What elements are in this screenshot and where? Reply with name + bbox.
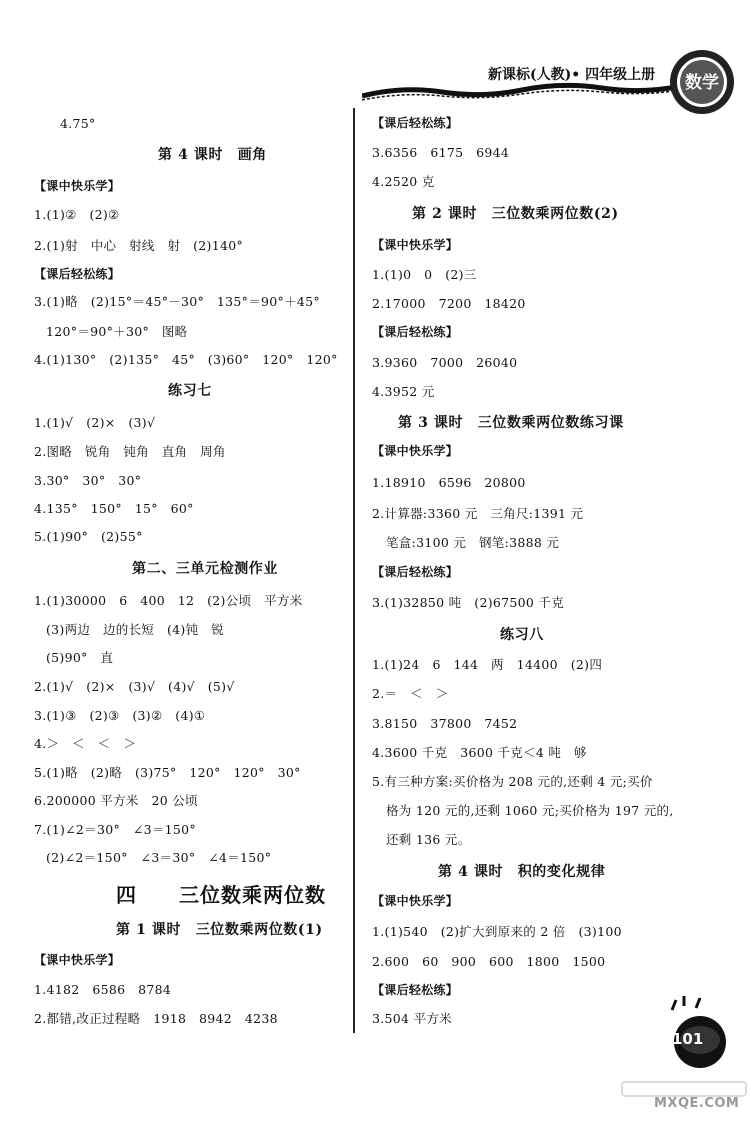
section-heading: 练习七 [168, 383, 212, 399]
section-heading: 第 3 课时 三位数乘两位数练习课 [398, 415, 624, 431]
answer-line: 4.3952 元 [372, 384, 435, 399]
answer-line: 120°＝90°＋30° 图略 [46, 324, 188, 339]
chapter-heading: 四 三位数乘两位数 [116, 883, 326, 907]
section-heading: 第二、三单元检测作业 [132, 561, 278, 577]
answer-line: 2.(1)√ (2)× (3)√ (4)√ (5)√ [34, 679, 235, 694]
answer-line: 1.18910 6596 20800 [372, 475, 526, 490]
answer-line: 4.＞ ＜ ＜ ＞ [34, 736, 137, 751]
answer-line: 4.(1)130° (2)135° 45° (3)60° 120° 120° [34, 352, 338, 367]
section-heading: 第 2 课时 三位数乘两位数(2) [412, 206, 619, 222]
answer-line: 3.(1)略 (2)15°＝45°－30° 135°＝90°＋45° [34, 294, 320, 309]
answer-line: 1.(1)√ (2)× (3)√ [34, 415, 156, 430]
section-heading: 练习八 [500, 627, 544, 643]
answer-line: 1.(1)0 0 (2)三 [372, 267, 477, 282]
section-tag: 【课中快乐学】 [372, 444, 459, 458]
answer-line: 4.3600 千克 3600 千克＜4 吨 够 [372, 745, 587, 760]
column-divider [353, 108, 355, 1033]
answer-line: 1.(1)② (2)② [34, 207, 120, 222]
answer-line: 笔盒:3100 元 钢笔:3888 元 [386, 535, 560, 550]
answer-line: 1.4182 6586 8784 [34, 982, 172, 997]
answer-line: 3.504 平方米 [372, 1011, 452, 1026]
page-header [0, 0, 750, 110]
answer-line: 4.75° [60, 116, 96, 131]
answer-line: 7.(1)∠2＝30° ∠3＝150° [34, 822, 196, 837]
answer-line: 5.有三种方案:买价格为 208 元的,还剩 4 元;买价 [372, 774, 653, 789]
watermark-text: MXQE.COM [654, 1096, 740, 1111]
page-number: 101 [672, 1030, 704, 1048]
section-tag: 【课后轻松练】 [34, 267, 121, 281]
answer-line: 格为 120 元的,还剩 1060 元;买价格为 197 元的, [386, 803, 674, 818]
answer-line: 2.图略 锐角 钝角 直角 周角 [34, 444, 226, 459]
section-tag: 【课中快乐学】 [34, 953, 121, 967]
subject-badge-icon [668, 48, 736, 116]
answer-line: 6.200000 平方米 20 公顷 [34, 793, 198, 808]
answer-line: (3)两边 边的长短 (4)钝 锐 [46, 622, 225, 637]
answer-line: 2.17000 7200 18420 [372, 296, 526, 311]
answer-line: 还剩 136 元。 [386, 832, 471, 847]
section-tag: 【课中快乐学】 [372, 238, 459, 252]
answer-line: 3.(1)32850 吨 (2)67500 千克 [372, 595, 565, 610]
answer-line: 5.(1)90° (2)55° [34, 529, 143, 544]
answer-line: 1.(1)30000 6 400 12 (2)公顷 平方米 [34, 593, 303, 608]
answer-line: 2.(1)射 中心 射线 射 (2)140° [34, 238, 244, 253]
answer-line: 2.600 60 900 600 1800 1500 [372, 954, 606, 969]
book-title: 新课标(人教)• 四年级上册 [488, 67, 656, 83]
answer-line: 1.(1)540 (2)扩大到原来的 2 倍 (3)100 [372, 924, 622, 939]
answer-line: (2)∠2＝150° ∠3＝30° ∠4＝150° [46, 850, 272, 865]
section-tag: 【课后轻松练】 [372, 565, 459, 579]
section-tag: 【课后轻松练】 [372, 325, 459, 339]
section-heading: 第 4 课时 画角 [158, 147, 267, 163]
answer-line: 3.30° 30° 30° [34, 473, 142, 488]
answer-line: 4.2520 克 [372, 174, 435, 189]
section-heading: 第 4 课时 积的变化规律 [438, 864, 606, 880]
answer-line: 1.(1)24 6 144 两 14400 (2)四 [372, 657, 603, 672]
answer-line: 2.都错,改正过程略 1918 8942 4238 [34, 1011, 278, 1026]
section-tag: 【课后轻松练】 [372, 983, 459, 997]
answer-line: 4.135° 150° 15° 60° [34, 501, 194, 516]
answer-line: 3.8150 37800 7452 [372, 716, 518, 731]
answer-line: 2.计算器:3360 元 三角尺:1391 元 [372, 506, 584, 521]
section-heading: 第 1 课时 三位数乘两位数(1) [116, 922, 323, 938]
section-tag: 【课中快乐学】 [372, 894, 459, 908]
answer-line: 3.9360 7000 26040 [372, 355, 518, 370]
section-tag: 【课中快乐学】 [34, 179, 121, 193]
section-tag: 【课后轻松练】 [372, 116, 459, 130]
answer-line: (5)90° 直 [46, 650, 114, 665]
subject-badge-label: 数学 [685, 73, 719, 93]
answer-line: 2.＝ ＜ ＞ [372, 686, 449, 701]
answer-line: 3.6356 6175 6944 [372, 145, 510, 160]
answer-line: 5.(1)略 (2)略 (3)75° 120° 120° 30° [34, 765, 301, 780]
header-wave-decoration [362, 82, 682, 104]
answer-line: 3.(1)③ (2)③ (3)② (4)① [34, 708, 206, 723]
